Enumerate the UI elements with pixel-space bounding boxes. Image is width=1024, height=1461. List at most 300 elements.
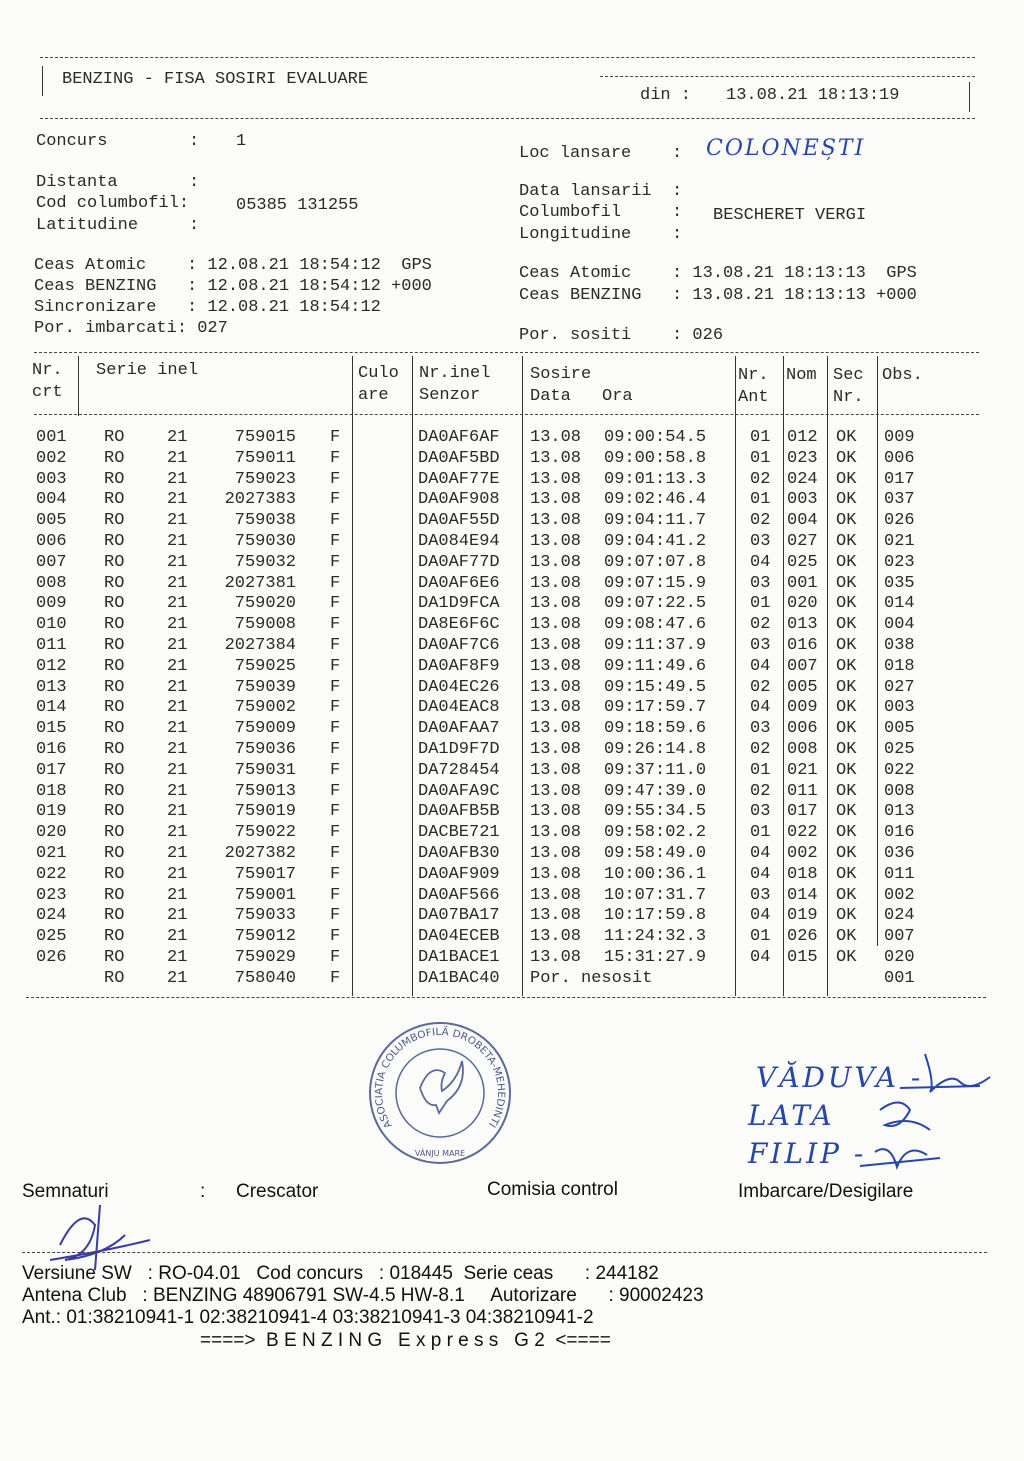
nom-number: 007: [787, 656, 818, 676]
year: 21: [167, 844, 188, 863]
header-ora: Ora: [602, 387, 633, 406]
nom-number: 008: [787, 740, 818, 759]
column-divider: [877, 356, 878, 946]
arrival-time: 09:47:39.0: [604, 781, 707, 801]
antenna-number: 03: [750, 885, 771, 905]
nom-number: 017: [787, 802, 818, 822]
obs-number: 023: [884, 552, 915, 572]
row-number: 014: [36, 698, 67, 718]
comisia-control-label: Comisia control: [487, 1179, 618, 1200]
dove-icon: [420, 1061, 463, 1113]
row-number: 023: [36, 885, 67, 905]
header-obs: Obs.: [882, 366, 923, 385]
obs-number: 037: [884, 490, 915, 510]
year: 21: [167, 864, 188, 884]
country-code: RO: [104, 906, 125, 926]
arrival-date: 13.08: [530, 615, 582, 635]
sincronizare: Sincronizare : 12.08.21 18:54:12: [34, 298, 381, 317]
sec-status: OK: [836, 719, 857, 739]
row-number: 003: [36, 469, 67, 489]
sensor-id: DA04EAC8: [418, 698, 500, 718]
loc-lansare-label: Loc lansare :: [519, 144, 683, 163]
obs-number: 001: [884, 968, 915, 988]
ring-number: 759039: [234, 677, 296, 697]
nom-number: 003: [787, 490, 818, 510]
nom-number: 018: [787, 864, 818, 884]
sec-status: OK: [836, 428, 857, 447]
antenna-number: 02: [750, 677, 771, 697]
sex: F: [330, 532, 341, 551]
ring-number: 758040: [234, 968, 296, 988]
footer-antennas-list: Ant.: 01:38210941-1 02:38210941-4 03:38210941-3 04:38210941-2: [22, 1307, 594, 1328]
header-sosire: Sosire: [530, 365, 592, 384]
loc-lansare-value: COLONEȘTI: [706, 136, 866, 161]
sec-status: OK: [836, 948, 857, 967]
nom-number: 011: [787, 781, 818, 801]
ring-number: 759002: [234, 698, 296, 718]
handwritten-name-1: VĂDUVA -: [756, 1061, 924, 1094]
sec-status: OK: [836, 636, 857, 655]
header-nr: Nr.: [32, 361, 63, 380]
data-lansarii-label: Data lansarii :: [519, 182, 683, 201]
row-number: 019: [36, 802, 67, 822]
ceas-atomic-end: Ceas Atomic : 13.08.21 18:13:13 GPS: [519, 264, 917, 283]
nom-number: 005: [787, 677, 818, 697]
sensor-id: DA1D9F7D: [418, 740, 500, 759]
antenna-number: 01: [750, 760, 771, 780]
obs-number: 016: [884, 823, 915, 843]
year: 21: [167, 594, 188, 614]
sensor-id: DA1D9FCA: [418, 594, 500, 614]
country-code: RO: [104, 594, 125, 614]
nom-number: 013: [787, 615, 818, 635]
arrival-time: 10:07:31.7: [604, 885, 707, 905]
club-stamp: [365, 1018, 515, 1168]
title-divider: [600, 76, 975, 77]
ring-number: 759001: [234, 885, 296, 905]
ring-number: 2027383: [224, 490, 296, 510]
semnaturi-label: Semnaturi: [22, 1181, 109, 1202]
sex: F: [330, 968, 341, 988]
arrival-time: 09:26:14.8: [604, 740, 707, 759]
header-nom: Nom: [786, 366, 817, 385]
sensor-id: DA0AF77E: [418, 469, 500, 489]
arrival-date: 13.08: [530, 428, 582, 447]
sex: F: [330, 844, 341, 863]
obs-number: 013: [884, 802, 915, 822]
header-culoare-1: Culo: [358, 364, 399, 383]
sex: F: [330, 552, 341, 572]
obs-number: 006: [884, 448, 915, 468]
sec-status: OK: [836, 698, 857, 718]
sex: F: [330, 760, 341, 780]
sec-status: OK: [836, 511, 857, 531]
row-number: 009: [36, 594, 67, 614]
nom-number: 001: [787, 573, 818, 593]
sensor-id: DA0AF908: [418, 490, 500, 510]
sensor-id: DA0AFA9C: [418, 781, 500, 801]
antenna-number: 04: [750, 864, 771, 884]
sex: F: [330, 823, 341, 843]
sensor-id: DA1BAC40: [418, 968, 500, 988]
ring-number: 759017: [234, 864, 296, 884]
ring-number: 759029: [234, 948, 296, 967]
country-code: RO: [104, 968, 125, 988]
header-data: Data: [530, 387, 571, 406]
sex: F: [330, 448, 341, 468]
porumbei-imbarcati: Por. imbarcati: 027: [34, 319, 228, 338]
antenna-number: 02: [750, 740, 771, 759]
country-code: RO: [104, 469, 125, 489]
title-box-left-border: [42, 66, 43, 96]
sec-status: OK: [836, 802, 857, 822]
crescator-label: Crescator: [236, 1181, 319, 1202]
country-code: RO: [104, 927, 125, 947]
ceas-atomic-start: Ceas Atomic : 12.08.21 18:54:12 GPS: [34, 256, 432, 275]
country-code: RO: [104, 532, 125, 551]
country-code: RO: [104, 740, 125, 759]
arrival-time: 09:55:34.5: [604, 802, 707, 822]
sec-status: OK: [836, 864, 857, 884]
obs-number: 036: [884, 844, 915, 863]
arrival-time: 09:58:02.2: [604, 823, 707, 843]
country-code: RO: [104, 552, 125, 572]
country-code: RO: [104, 885, 125, 905]
arrival-time: 09:08:47.6: [604, 615, 707, 635]
row-number: 016: [36, 740, 67, 759]
ring-number: 2027384: [224, 636, 296, 655]
country-code: RO: [104, 781, 125, 801]
arrival-time: 09:11:49.6: [604, 656, 707, 676]
row-number: 006: [36, 532, 67, 551]
arrival-date: 13.08: [530, 823, 582, 843]
concurs-label: Concurs :: [36, 132, 200, 151]
header-senzor: Senzor: [419, 386, 481, 405]
ring-number: 759038: [234, 511, 296, 531]
porumbei-sositi: Por. sositi : 026: [519, 326, 724, 345]
obs-number: 014: [884, 594, 915, 614]
obs-number: 027: [884, 677, 915, 697]
title-box-top-border: [40, 57, 975, 58]
row-number: 010: [36, 615, 67, 635]
obs-number: 022: [884, 760, 915, 780]
arrival-time: 09:17:59.7: [604, 698, 707, 718]
columbofil-label: Columbofil :: [519, 203, 683, 222]
antenna-number: 03: [750, 802, 771, 822]
row-number: 026: [36, 948, 67, 967]
arrival-date: 13.08: [530, 844, 582, 863]
ring-number: 759031: [234, 760, 296, 780]
ring-number: 759008: [234, 615, 296, 635]
antenna-number: 04: [750, 844, 771, 863]
sex: F: [330, 428, 341, 447]
column-divider: [78, 356, 79, 416]
antenna-number: 01: [750, 927, 771, 947]
arrival-date: 13.08: [530, 864, 582, 884]
antenna-number: 03: [750, 719, 771, 739]
ring-number: 759020: [234, 594, 296, 614]
arrival-time: 09:07:22.5: [604, 594, 707, 614]
title-box-bottom-border: [40, 118, 975, 119]
ring-number: 759023: [234, 469, 296, 489]
header-serie-inel: Serie inel: [96, 361, 199, 380]
nom-number: 004: [787, 511, 818, 531]
table-bottom-border: [26, 997, 986, 998]
row-number: 008: [36, 573, 67, 593]
sensor-id: DA0AF6E6: [418, 573, 500, 593]
sex: F: [330, 698, 341, 718]
arrival-date: 13.08: [530, 469, 582, 489]
country-code: RO: [104, 636, 125, 655]
country-code: RO: [104, 864, 125, 884]
row-number: 002: [36, 448, 67, 468]
sec-status: OK: [836, 490, 857, 510]
arrival-time: 09:02:46.4: [604, 490, 707, 510]
ring-number: 759019: [234, 802, 296, 822]
country-code: RO: [104, 844, 125, 863]
antenna-number: 04: [750, 948, 771, 967]
arrival-time: 09:00:54.5: [604, 428, 707, 447]
row-number: 007: [36, 552, 67, 572]
country-code: RO: [104, 448, 125, 468]
sec-status: OK: [836, 594, 857, 614]
arrival-date: 13.08: [530, 740, 582, 759]
arrival-date: 13.08: [530, 760, 582, 780]
obs-number: 017: [884, 469, 915, 489]
stamp-bottom-text: VÂNJU MARE: [414, 1149, 466, 1158]
year: 21: [167, 656, 188, 676]
concurs-value: 1: [236, 132, 247, 151]
header-nr-ant-2: Ant: [738, 388, 769, 407]
sec-status: OK: [836, 906, 857, 926]
nom-number: 009: [787, 698, 818, 718]
row-number: 001: [36, 428, 67, 447]
sensor-id: DA084E94: [418, 532, 500, 551]
ceas-benzing-start: Ceas BENZING : 12.08.21 18:54:12 +000: [34, 277, 432, 296]
nom-number: 016: [787, 636, 818, 655]
ring-number: 759036: [234, 740, 296, 759]
country-code: RO: [104, 677, 125, 697]
sec-status: OK: [836, 532, 857, 551]
sensor-id: DA04ECEB: [418, 927, 500, 947]
sec-status: OK: [836, 573, 857, 593]
sex: F: [330, 885, 341, 905]
header-nr-inel: Nr.inel: [419, 364, 491, 383]
year: 21: [167, 823, 188, 843]
nom-number: 026: [787, 927, 818, 947]
nom-number: 015: [787, 948, 818, 967]
arrival-time: 09:04:41.2: [604, 532, 707, 551]
arrival-time: 09:37:11.0: [604, 760, 707, 780]
column-divider: [522, 356, 523, 996]
year: 21: [167, 802, 188, 822]
arrival-date: 13.08: [530, 636, 582, 655]
sex: F: [330, 927, 341, 947]
column-divider: [412, 356, 413, 996]
ring-number: 759022: [234, 823, 296, 843]
row-number: 015: [36, 719, 67, 739]
year: 21: [167, 428, 188, 447]
sec-status: OK: [836, 844, 857, 863]
year: 21: [167, 532, 188, 551]
ring-number: 759013: [234, 781, 296, 801]
antenna-number: 01: [750, 823, 771, 843]
obs-number: 002: [884, 885, 915, 905]
arrival-time: 10:00:36.1: [604, 864, 707, 884]
obs-number: 025: [884, 740, 915, 759]
row-number: 011: [36, 636, 67, 655]
year: 21: [167, 448, 188, 468]
ring-number: 759011: [234, 448, 296, 468]
country-code: RO: [104, 948, 125, 967]
obs-number: 018: [884, 656, 915, 676]
country-code: RO: [104, 490, 125, 510]
footer-brand-line: ====> B E N Z I N G E x p r e s s G 2 <====: [200, 1330, 611, 1351]
antenna-number: 04: [750, 552, 771, 572]
sex: F: [330, 636, 341, 655]
sex: F: [330, 594, 341, 614]
table-header-top-border: [34, 352, 979, 353]
header-sec-nr-1: Sec: [833, 366, 864, 385]
sex: F: [330, 469, 341, 489]
arrival-time: 11:24:32.3: [604, 927, 707, 947]
row-number: 020: [36, 823, 67, 843]
row-number: 018: [36, 781, 67, 801]
sensor-id: DA0AF8F9: [418, 656, 500, 676]
obs-number: 004: [884, 615, 915, 635]
arrival-date: 13.08: [530, 532, 582, 551]
row-number: 024: [36, 906, 67, 926]
ring-number: 759025: [234, 656, 296, 676]
sec-status: OK: [836, 781, 857, 801]
antenna-number: 01: [750, 448, 771, 468]
arrival-time: 09:07:15.9: [604, 573, 707, 593]
arrival-date: 13.08: [530, 448, 582, 468]
arrival-date: 13.08: [530, 490, 582, 510]
obs-number: 011: [884, 864, 915, 884]
arrival-date: 13.08: [530, 781, 582, 801]
din-timestamp: 13.08.21 18:13:19: [726, 86, 900, 105]
country-code: RO: [104, 511, 125, 531]
ring-number: 759012: [234, 927, 296, 947]
antenna-number: 04: [750, 698, 771, 718]
sensor-id: DACBE721: [418, 823, 500, 843]
arrival-date: 13.08: [530, 594, 582, 614]
country-code: RO: [104, 802, 125, 822]
sensor-id: DA1BACE1: [418, 948, 500, 967]
arrival-date: 13.08: [530, 948, 582, 967]
arrival-date: 13.08: [530, 906, 582, 926]
obs-number: 008: [884, 781, 915, 801]
arrival-date: 13.08: [530, 677, 582, 697]
semnaturi-colon: :: [200, 1181, 206, 1202]
country-code: RO: [104, 656, 125, 676]
sensor-id: DA728454: [418, 760, 500, 780]
antenna-number: 01: [750, 594, 771, 614]
country-code: RO: [104, 428, 125, 447]
year: 21: [167, 677, 188, 697]
sec-status: OK: [836, 740, 857, 759]
sex: F: [330, 864, 341, 884]
sex: F: [330, 948, 341, 967]
sec-status: OK: [836, 448, 857, 468]
nom-number: 020: [787, 594, 818, 614]
obs-number: 026: [884, 511, 915, 531]
arrival-time: 10:17:59.8: [604, 906, 707, 926]
sex: F: [330, 740, 341, 759]
arrival-time: 15:31:27.9: [604, 948, 707, 967]
ring-number: 759009: [234, 719, 296, 739]
year: 21: [167, 885, 188, 905]
antenna-number: 02: [750, 469, 771, 489]
arrival-date: 13.08: [530, 802, 582, 822]
sensor-id: DA0AF5BD: [418, 448, 500, 468]
ring-number: 2027381: [224, 573, 296, 593]
obs-number: 003: [884, 698, 915, 718]
nom-number: 014: [787, 885, 818, 905]
sec-status: OK: [836, 469, 857, 489]
sec-status: OK: [836, 823, 857, 843]
sensor-id: DA0AF909: [418, 864, 500, 884]
year: 21: [167, 760, 188, 780]
longitudine-label: Longitudine :: [519, 225, 683, 244]
year: 21: [167, 636, 188, 655]
table-header-bottom-border: [34, 414, 979, 415]
obs-number: 038: [884, 636, 915, 655]
year: 21: [167, 469, 188, 489]
row-number: 025: [36, 927, 67, 947]
header-sec-nr-2: Nr.: [833, 388, 864, 407]
arrival-date: 13.08: [530, 511, 582, 531]
nom-number: 027: [787, 532, 818, 551]
column-divider: [827, 356, 828, 996]
arrival-date: 13.08: [530, 552, 582, 572]
obs-number: 009: [884, 428, 915, 447]
ring-number: 759032: [234, 552, 296, 572]
header-culoare-2: are: [358, 386, 389, 405]
arrival-date: 13.08: [530, 656, 582, 676]
antenna-number: 03: [750, 573, 771, 593]
year: 21: [167, 490, 188, 510]
antenna-number: 01: [750, 428, 771, 447]
antenna-number: 02: [750, 511, 771, 531]
sensor-id: DA0AF77D: [418, 552, 500, 572]
antenna-number: 01: [750, 490, 771, 510]
sensor-id: DA0AF566: [418, 885, 500, 905]
ring-number: 759015: [234, 428, 296, 447]
arrival-time: 09:00:58.8: [604, 448, 707, 468]
antenna-number: 02: [750, 615, 771, 635]
nom-number: 025: [787, 552, 818, 572]
year: 21: [167, 573, 188, 593]
arrival-time: 09:58:49.0: [604, 844, 707, 863]
sensor-id: DA0AF6AF: [418, 428, 500, 447]
din-label: din :: [640, 86, 692, 105]
sec-status: OK: [836, 885, 857, 905]
country-code: RO: [104, 719, 125, 739]
cod-columbofil-value: 05385 131255: [236, 196, 359, 215]
title-box-right-border: [969, 82, 970, 112]
row-number: 022: [36, 864, 67, 884]
obs-number: 024: [884, 906, 915, 926]
obs-number: 007: [884, 927, 915, 947]
arrival-time: 09:04:11.7: [604, 511, 707, 531]
arrival-date: 13.08: [530, 698, 582, 718]
sex: F: [330, 906, 341, 926]
ceas-benzing-end: Ceas BENZING : 13.08.21 18:13:13 +000: [519, 286, 917, 305]
ring-number: 759033: [234, 906, 296, 926]
sex: F: [330, 781, 341, 801]
